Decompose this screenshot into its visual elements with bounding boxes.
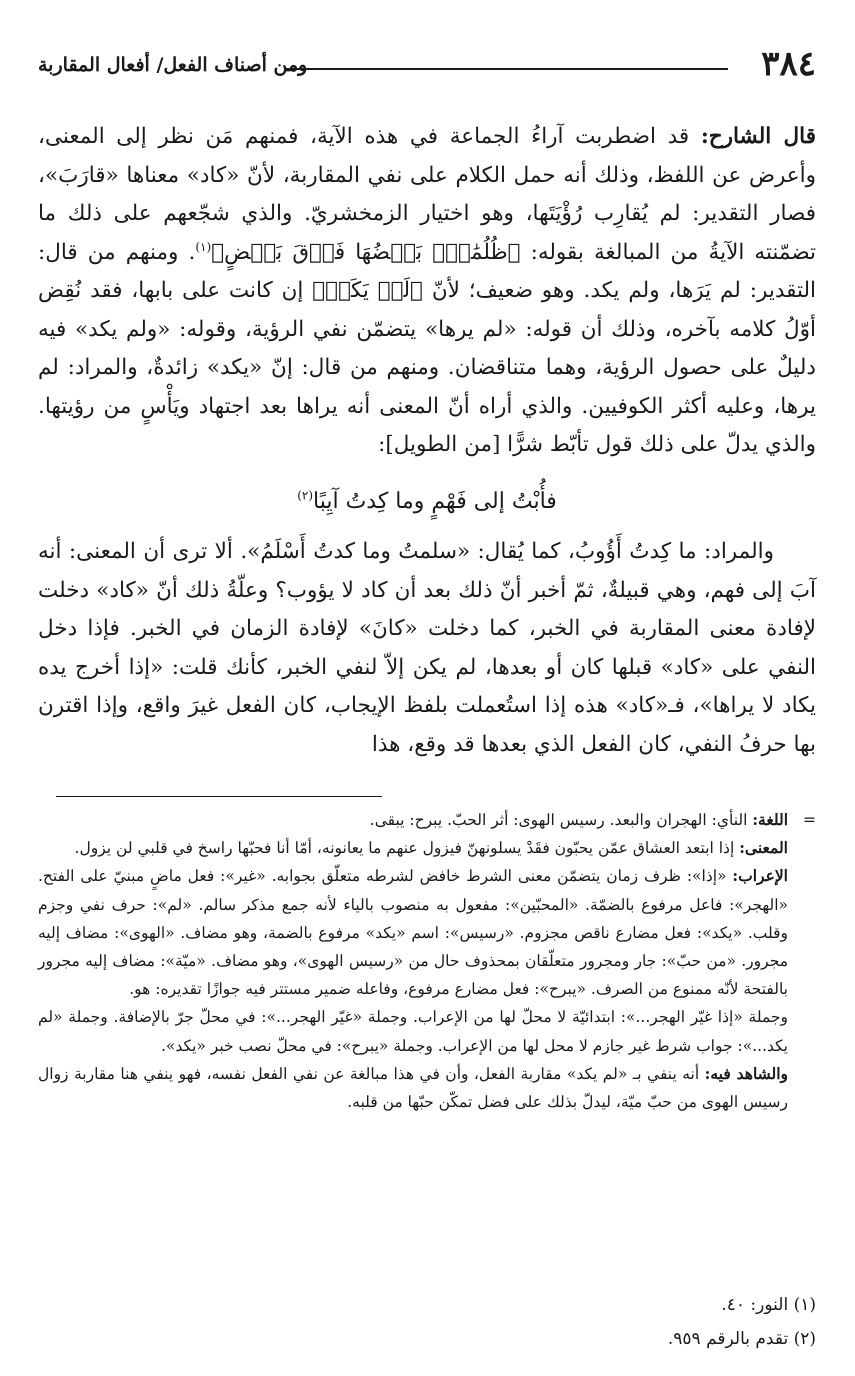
- page-header: [38, 40, 816, 90]
- page-number: ٣٨٤: [761, 44, 816, 84]
- footnote-ref-1: (١): [195, 239, 212, 254]
- notes-separator: [56, 796, 382, 797]
- paragraph-1-text-cont: . ومنهم من قال: التقدير: لم يَرَها، ولم يكد. وهو ضعيف؛ لأنّ ﴿لَمۡ يَكَدۡ﴾ إن كانت على بابها، فقد نُقِض أوّلُ كلامه بآخره، وذلك أن قوله: «لم يرها» يتضمّن نفي الرؤية، وقوله: «ولم يكد» فيه دليلٌ على حصول الرؤية، وهما متناقضان. ومنهم من قال: إنّ «يكد» زائدةٌ، والمراد: لم يرها، وعليه أكثر الكوفيين. والذي أراه أنّ المعنى أنه يراها بعد اجتهاد ويَأْسٍ من رؤيتها. والذي يدلّ على ذلك قول تأبّط شرًّا [من الطويل]:: [38, 239, 816, 457]
- notes-body: [38, 806, 788, 1116]
- verse-notes: [38, 806, 816, 1116]
- book-page: [38, 0, 816, 1376]
- footnote-1: (١) النور: ٤٠.: [721, 1295, 816, 1315]
- note-label: والشاهد فيه:: [704, 1063, 789, 1083]
- paragraph-1: [38, 118, 816, 465]
- paragraph-2: والمراد: ما كِدتُ أَؤُوبُ، كما يُقال: «سلمتُ وما كدتُ أَسْلَمُ». ألا ترى أن المعنى: أنه آبَ إلى فهم، وهي قبيلةٌ، ثمّ أخبر أنّ ذلك بعد أن كاد لا يؤوب؟ وعلّةُ ذلك أنّ «كاد» دخلت لإفادة معنى المقاربة في الخبر، كما دخلت «كانَ» لإفادة الزمان في الخبر. فإذا دخل النفي على «كاد» قبلها كان أو بعدها، لم يكن إلاّ لنفي الخبر، كأنك قلت: «إذا أخرج يده يكاد لا يراها»، فـ«كاد» هذه إذا استُعملت بلفظ الإيجاب، كان الفعل غيرَ واقع، وإذا اقترن بها حرفُ النفي، كان الفعل الذي بعدها قد وقع، هذا: [38, 539, 816, 757]
- running-title: ومن أصناف الفعل/ أفعال المقاربة: [38, 54, 308, 76]
- note-mana: [38, 834, 788, 862]
- note-text: «إذا»: ظرف زمان يتضمّن معنى الشرط خافض لشرطه متعلّق بجوابه. «غير»: فعل ماضٍ مبنيّ على الفتح. «الهجر»: فاعل مرفوع بالضمّة. «المحبّين»: مفعول به منصوب بالياء لأنه جمع مذكر سالم. «لم»: حرف نفي وجزم وقلب. «يكد»: فعل مضارع ناقص مجزوم. «رسيس»: اسم «يكد» مرفوع بالضمة، وهو مضاف. «الهوى»: مضاف إليه مجرور. «من حبّ»: جار ومجرور متعلّقان بمحذوف حال من «رسيس الهوى»، وهو مضاف. «ميّة»: مضاف إليه مجرور بالفتحة لأنّه ممنوع من الصرف. «يبرح»: فعل مضارع مرفوع، وفاعله ضمير مستتر فيه جوازًا تقديره: هو.: [38, 867, 788, 999]
- note-text: أنه ينفي بـ «لم يكد» مقاربة الفعل، وأن في هذا مبالغة عن نفي الفعل نفسه، فهو ينفي هنا مقاربة زوال رسيس الهوى من حبّ ميّة، ليدلّ بذلك على فضل تمكّن حبّها من قلبه.: [38, 1064, 788, 1112]
- paragraph-lead: قال الشارح:: [700, 124, 816, 149]
- footnote-2: (٢) تقدم بالرقم ٩٥٩.: [667, 1329, 816, 1349]
- note-shahid: [38, 1060, 788, 1116]
- footnote-ref-2: (٢): [297, 488, 314, 503]
- note-label: الإعراب:: [732, 866, 788, 886]
- continuation-mark: =: [803, 811, 816, 829]
- poetry-verse: [38, 483, 816, 522]
- note-irab: [38, 862, 788, 1003]
- header-rule: [286, 68, 728, 70]
- main-text: [38, 118, 816, 764]
- note-label: اللغة:: [752, 810, 788, 829]
- note-text: النأي: الهجران والبعد. رسيس الهوى: أثر الحبّ. يبرح: يبقى.: [369, 811, 753, 829]
- verse-text: فأُبْتُ إلى فَهْمٍ وما كِدتُ آيِبًا: [313, 488, 557, 514]
- note-label: المعنى:: [739, 838, 788, 858]
- paragraph-1-text: قد اضطربت آراءُ الجماعة في هذه الآية، فمنهم مَن نظر إلى المعنى، وأعرض عن اللفظ، وذلك أنه حمل الكلام على نفي المقاربة، لأنّ «كاد» معناها «قارَبَ»، فصار التقدير: لم يُقارِب رُؤْيَتَها، وهو اختيار الزمخشريّ. والذي شجّعهم على ذلك ما تضمّنته الآيةُ من المبالغة بقوله: ﴿ظُلُمَٰتٌۢ بَعۡضُهَا فَوۡقَ بَعۡضٍ﴾: [38, 124, 816, 265]
- footnotes: [38, 1288, 816, 1356]
- note-lugha: [38, 806, 788, 834]
- note-jumla: وجملة «إذا غيّر الهجر...»: ابتدائيّة لا محلّ لها من الإعراب. وجملة «غيّر الهجر...»: في محلّ جرّ بالإضافة. وجملة «لم يكد...»: جواب شرط غير جازم لا محل لها من الإعراب. وجملة «يبرح»: في محلّ نصب خبر «يكد».: [38, 1008, 788, 1055]
- note-text: إذا ابتعد العشاق عمّن يحبّون فقَدْ يسلونهنّ فيزول عنهم ما يعانونه، أمّا أنا فحبّها راسخ في قلبي لن يزول.: [74, 839, 740, 858]
